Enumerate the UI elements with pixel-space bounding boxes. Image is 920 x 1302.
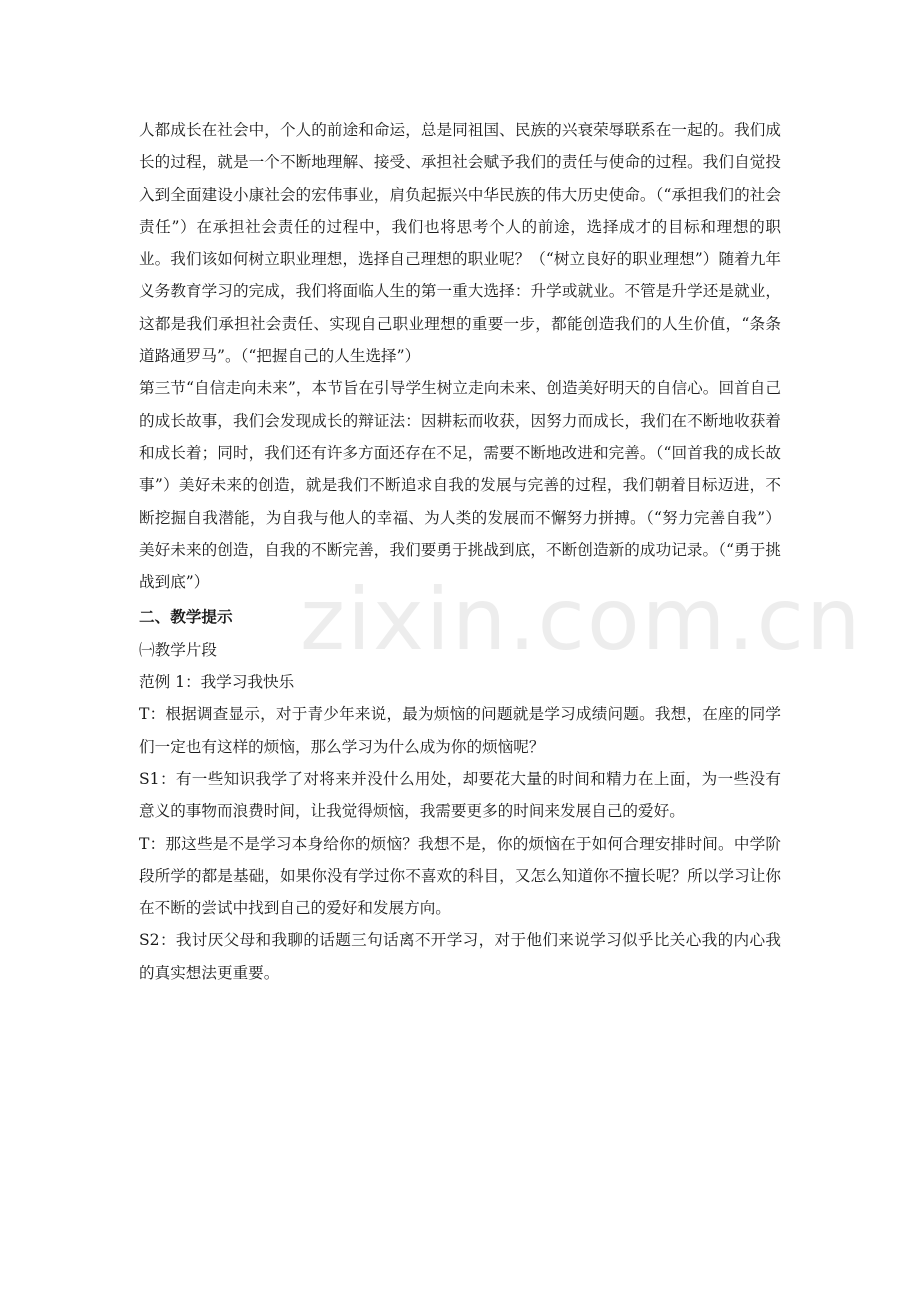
dialogue-student-1: S1：有一些知识我学了对将来并没什么用处，却要花大量的时间和精力在上面，为一些没有意义的事物而浪费时间，让我觉得烦恼，我需要更多的时间来发展自己的爱好。 (139, 769, 781, 821)
dialogue-teacher-2: T：那这些是不是学习本身给你的烦恼？我想不是，你的烦恼在于如何合理安排时间。中学阶段所学的都是基础，如果你没有学过你不喜欢的科目，又怎么知道你不擅长呢？所以学习让你在不断的尝试中找到自己的爱好和发展方向。 (139, 834, 781, 918)
dialogue-teacher-1: T：根据调查显示，对于青少年来说，最为烦恼的问题就是学习成绩问题。我想，在座的同学们一定也有这样的烦恼，那么学习为什么成为你的烦恼呢？ (139, 705, 781, 756)
paragraph-social-responsibility: 人都成长在社会中，个人的前途和命运，总是同祖国、民族的兴衰荣辱联系在一起的。我们成长的过程，就是一个不断地理解、接受、承担社会赋予我们的责任与使命的过程。我们自觉投入到全面建设小康社会的宏伟事业，肩负起振兴中华民族的伟大历史使命。（“承担我们的社会责任”）在承担社会责任的过程中，我们也将思考个人的前途，选择成才的目标和理想的职业。我们该如何树立职业理想，选择自己理想的职业呢？（“树立良好的职业理想”）随着九年义务教育学习的完成，我们将面临人生的第一重大选择：升学或就业。不管是升学还是就业，这都是我们承担社会责任、实现自己职业理想的重要一步，都能创造我们的人生价值，“条条道路通罗马”。（“把握自己的人生选择”） (139, 121, 781, 366)
paragraph-confident-future: 第三节“自信走向未来”，本节旨在引导学生树立走向未来、创造美好明天的自信心。回首自己的成长故事，我们会发现成长的辩证法：因耕耘而收获，因努力而成长，我们在不断地收获着和成长着；同时，我们还有许多方面还存在不足，需要不断地改进和完善。（“回首我的成长故事”）美好未来的创造，就是我们不断追求自我的发展与完善的过程，我们朝着目标迈进，不断挖掘自我潜能，为自我与他人的幸福、为人类的发展而不懈努力拼搏。（“努力完善自我”）美好未来的创造，自我的不断完善，我们要勇于挑战到底，不断创造新的成功记录。（“勇于挑战到底”） (139, 379, 781, 592)
document-page (139, 114, 781, 989)
section-heading-teaching-tips: 二、教学提示 (139, 607, 233, 627)
dialogue-student-2: S2：我讨厌父母和我聊的话题三句话离不开学习，对于他们来说学习似乎比关心我的内心我的真实想法更重要。 (139, 931, 781, 982)
example-title: 范例 1：我学习我快乐 (139, 673, 295, 692)
subsection-heading-teaching-fragment: ㈠教学片段 (139, 640, 217, 659)
watermark: zixin.com.cn (300, 570, 863, 670)
